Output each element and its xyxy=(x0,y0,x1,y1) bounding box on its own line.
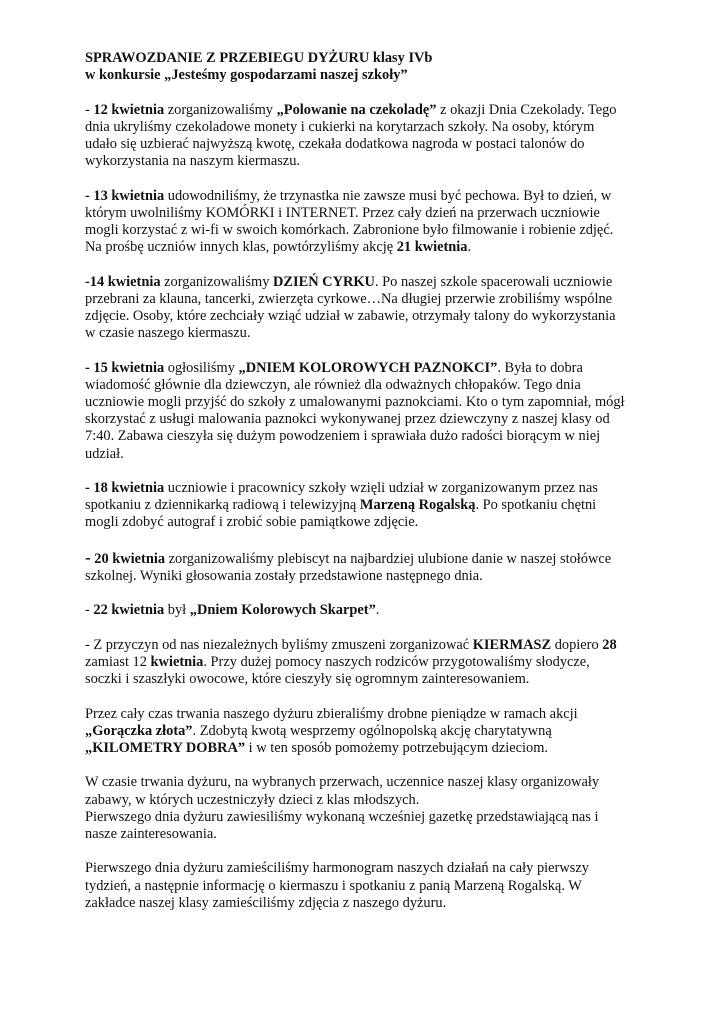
paragraph-12-april xyxy=(85,102,645,171)
text: - xyxy=(85,602,94,619)
text: zorganizowaliśmy xyxy=(164,101,277,118)
paragraph-18-april xyxy=(85,480,645,532)
text-line: 7:40. Zabawa cieszyła się dużym powodzeniem i sprawiała dużo radości biorącym w niej xyxy=(85,428,601,445)
text: zamiast 12 xyxy=(85,653,151,670)
person-name: Marzeną Rogalską xyxy=(359,497,476,514)
paragraph-13-april xyxy=(85,188,645,257)
text-line: którym uwolniliśmy KOMÓRKI i INTERNET. Przez cały dzień na przerwach uczniowie xyxy=(85,204,600,221)
text-line: wiadomość głównie dla dziewczyn, ale również dla odważnych chłopaków. Tego dnia xyxy=(85,376,581,393)
paragraph-14-april xyxy=(85,274,645,343)
text: - xyxy=(85,101,94,118)
text: . Po naszej szkole spacerowali uczniowie xyxy=(374,273,613,290)
text-line: wykorzystania na naszym kiermaszu. xyxy=(85,153,300,170)
text: dopiero xyxy=(551,636,603,653)
event-name: KIERMASZ xyxy=(472,636,552,653)
date-word: kwietnia xyxy=(150,653,204,670)
text: ogłosiliśmy xyxy=(164,359,239,376)
paragraph-15-april xyxy=(85,360,645,463)
text-line: nasze zainteresowania. xyxy=(85,825,217,842)
text-line: zakładce naszej klasy zamieściliśmy zdjęcia z naszego dyżuru. xyxy=(85,894,447,911)
text: spotkaniu z dziennikarką radiową i telewizyjną xyxy=(85,497,360,514)
text-line: Pierwszego dnia dyżuru zamieściliśmy harmonogram naszych działań na cały pierwszy xyxy=(85,860,589,877)
text-line: uczniowie mogli przyjść do szkoły z umalowanymi paznokciami. Kto o tym zapomniał, mógł xyxy=(85,394,625,410)
event-name: „Polowanie na czekoladę” xyxy=(276,101,437,118)
event-name: DZIEŃ CYRKU xyxy=(273,273,375,290)
text-line: zabawy, w których uczestniczyły dzieci z klas młodszych. xyxy=(85,791,420,808)
event-name: „DNIEM KOLOROWYCH PAZNOKCI” xyxy=(238,359,498,376)
date: - 18 kwietnia xyxy=(85,480,165,496)
date: 21 kwietnia xyxy=(396,239,468,256)
title-line-1: SPRAWOZDANIE Z PRZEBIEGU DYŻURU klasy IVb xyxy=(85,50,433,66)
text: zorganizowaliśmy xyxy=(160,273,273,290)
text-line: udział. xyxy=(85,445,124,462)
date: 20 kwietnia xyxy=(90,550,166,567)
text-line: udało się uzbierać najwyższą kwotę, czekała dodatkowa nagroda w postaci talonów do xyxy=(85,136,585,152)
text-line: W czasie trwania dyżuru, na wybranych przerwach, uczennice naszej klasy organizowały xyxy=(85,774,600,791)
text: . Po spotkaniu chętni xyxy=(475,497,597,514)
text-line: w czasie naszego kiermaszu. xyxy=(85,325,251,342)
text: . Była to dobra xyxy=(497,359,583,376)
text-line: zdjęcie. Osoby, które zechciały wziąć udział w zabawie, otrzymały talony do wykorzystania xyxy=(85,308,616,324)
date: -14 kwietnia xyxy=(85,273,161,290)
paragraph-20-april xyxy=(85,549,645,585)
text: i w ten sposób pomożemy potrzebującym dzieciom. xyxy=(245,739,549,756)
text-line: Przez cały czas trwania naszego dyżuru zbieraliśmy drobne pieniądze w ramach akcji xyxy=(85,705,578,722)
text: . Przy dużej pomocy naszych rodziców przygotowaliśmy słodycze, xyxy=(203,653,590,670)
paragraph-22-april xyxy=(85,602,645,619)
text-line: tydzień, a następnie informację o kiermaszu i spotkaniu z panią Marzeną Rogalską. W xyxy=(85,877,582,894)
text-line: soczki i szaszłyki owocowe, które cieszyły się ogromnym zainteresowaniem. xyxy=(85,671,530,688)
date: - 15 kwietnia xyxy=(85,359,165,376)
paragraph-kiermasz xyxy=(85,637,645,689)
text: . xyxy=(467,239,472,256)
text-line: przebrani za klauna, tancerki, zwierzęta cyrkowe…Na długiej przerwie zrobiliśmy wspólne xyxy=(85,290,613,307)
text: uczniowie i pracownicy szkoły wzięli udział w zorganizowanym przez nas xyxy=(164,480,598,496)
text: - Z przyczyn od nas niezależnych byliśmy zmuszeni zorganizować xyxy=(85,636,473,653)
text: z okazji Dnia Czekolady. Tego xyxy=(436,101,617,118)
event-name: „Dniem Kolorowych Skarpet” xyxy=(189,602,376,619)
dash: - xyxy=(85,547,91,567)
paragraph-schedule xyxy=(85,860,645,912)
event-name: „KILOMETRY DOBRA” xyxy=(85,739,246,756)
date: - 13 kwietnia xyxy=(85,187,165,204)
text: był xyxy=(164,602,190,619)
text-line: skorzystać z usługi malowania paznokci wykonywanej przez dziewczyny z naszej klasy od xyxy=(85,411,610,428)
report-page xyxy=(85,50,645,929)
text: Na prośbę uczniów innych klas, powtórzyliśmy akcję xyxy=(85,239,397,256)
title-line-2: w konkursie „Jesteśmy gospodarzami naszej szkoły” xyxy=(85,67,408,84)
text-line: szkolnej. Wyniki głosowania zostały przedstawione następnego dnia. xyxy=(85,568,483,584)
date-number: 28 xyxy=(602,636,617,653)
text: . xyxy=(375,602,380,619)
text-line: mogli korzystać z wi-fi w swoich komórkach. Zabronione było filmowanie i robienie zdjęć. xyxy=(85,222,614,238)
text-line: Pierwszego dnia dyżuru zawiesiliśmy wykonaną wcześniej gazetkę przedstawiającą nas i xyxy=(85,808,599,825)
report-title xyxy=(85,50,645,84)
date: 22 kwietnia xyxy=(93,602,165,619)
paragraph-charity xyxy=(85,706,645,758)
text-line: dnia ukryliśmy czekoladowe monety i cukierki na korytarzach szkoły. Na osoby, którym xyxy=(85,118,595,135)
text: zorganizowaliśmy plebiscyt na najbardziej ulubione danie w naszej stołówce xyxy=(165,550,612,567)
event-name: „Gorączka złota” xyxy=(85,722,193,739)
text-line: mogli zdobyć autograf i zrobić sobie pamiątkowe zdjęcie. xyxy=(85,514,419,531)
text: . Zdobytą kwotą wesprzemy ogólnopolską akcję charytatywną xyxy=(192,722,552,739)
text: udowodniliśmy, że trzynastka nie zawsze musi być pechowa. Był to dzień, w xyxy=(164,187,612,204)
paragraph-breaks xyxy=(85,774,645,843)
date: 12 kwietnia xyxy=(93,101,165,118)
